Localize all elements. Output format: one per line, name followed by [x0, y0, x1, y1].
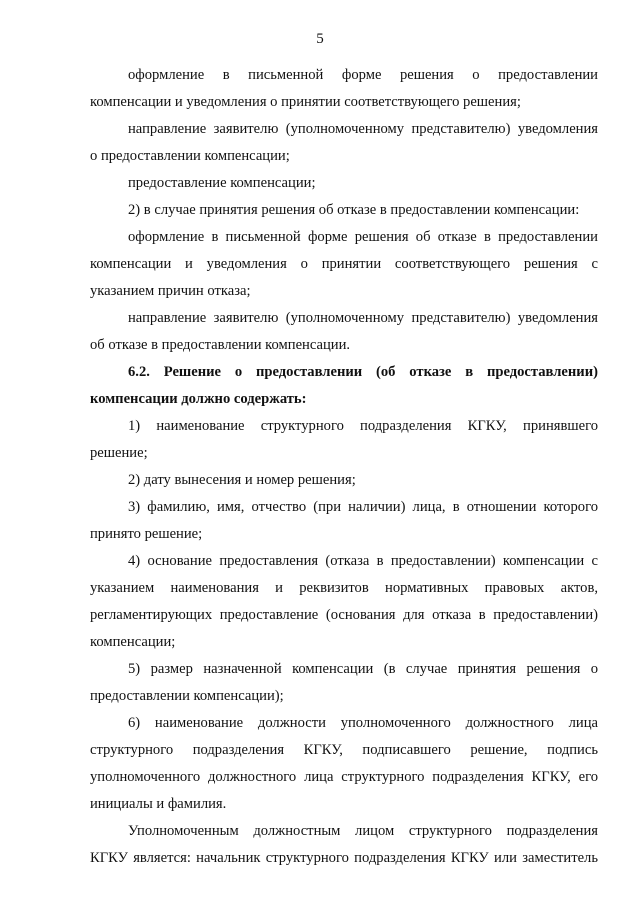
text-line: 2) дату вынесения и номер решения; [128, 472, 356, 488]
paragraph [90, 413, 598, 467]
document-body [90, 62, 598, 872]
text-line: компенсации и уведомления о принятии соответствующего решения; [90, 94, 521, 110]
text-line: уполномоченного должностного лица структурного подразделения КГКУ, его [90, 769, 598, 785]
text-line: Уполномоченным должностным лицом структурного подразделения [128, 823, 598, 839]
text-line: о предоставлении компенсации; [90, 148, 290, 164]
text-line: 5) размер назначенной компенсации (в случае принятия решения о [128, 661, 598, 677]
text-line: 3) фамилию, имя, отчество (при наличии) лица, в отношении которого [128, 499, 598, 515]
text-line: предоставлении компенсации); [90, 688, 284, 704]
text-line: указанием наименования и реквизитов нормативных правовых актов, [90, 580, 598, 596]
text-line: указанием причин отказа; [90, 283, 251, 299]
text-line: об отказе в предоставлении компенсации. [90, 337, 351, 353]
text-line: направление заявителю (уполномоченному представителю) уведомления [128, 121, 598, 137]
text-line: принято решение; [90, 526, 203, 542]
text-line: 6) наименование должности уполномоченного должностного лица [128, 715, 598, 731]
text-line: 6.2. Решение о предоставлении (об отказе в предоставлении) [128, 364, 598, 380]
text-line: предоставление компенсации; [128, 175, 316, 191]
paragraph [90, 170, 598, 197]
text-line: 4) основание предоставления (отказа в предоставлении) компенсации с [128, 553, 598, 569]
text-line: структурного подразделения КГКУ, подписавшего решение, подпись [90, 742, 598, 758]
text-line: компенсации должно содержать: [90, 391, 307, 407]
paragraph [90, 197, 598, 224]
paragraph [90, 467, 598, 494]
paragraph [90, 710, 598, 818]
page-number: 5 [316, 31, 324, 47]
text-line: инициалы и фамилия. [90, 796, 227, 812]
paragraph [90, 62, 598, 116]
paragraph [90, 656, 598, 710]
text-line: компенсации и уведомления о принятии соответствующего решения с [90, 256, 598, 272]
text-line: 2) в случае принятия решения об отказе в предоставлении компенсации: [128, 202, 580, 218]
paragraph [90, 224, 598, 305]
paragraph [90, 116, 598, 170]
paragraph [90, 818, 598, 872]
text-line: оформление в письменной форме решения о предоставлении [128, 67, 598, 83]
text-line: 1) наименование структурного подразделения КГКУ, принявшего [128, 418, 598, 434]
paragraph [90, 548, 598, 656]
paragraph [90, 305, 598, 359]
text-line: направление заявителю (уполномоченному представителю) уведомления [128, 310, 598, 326]
text-line: КГКУ является: начальник структурного подразделения КГКУ или заместитель [90, 850, 598, 866]
text-line: компенсации; [90, 634, 176, 650]
text-line: оформление в письменной форме решения об отказе в предоставлении [128, 229, 598, 245]
text-line: регламентирующих предоставление (основания для отказа в предоставлении) [90, 607, 598, 623]
paragraph [90, 494, 598, 548]
section-heading [90, 359, 598, 413]
text-line: решение; [90, 445, 148, 461]
